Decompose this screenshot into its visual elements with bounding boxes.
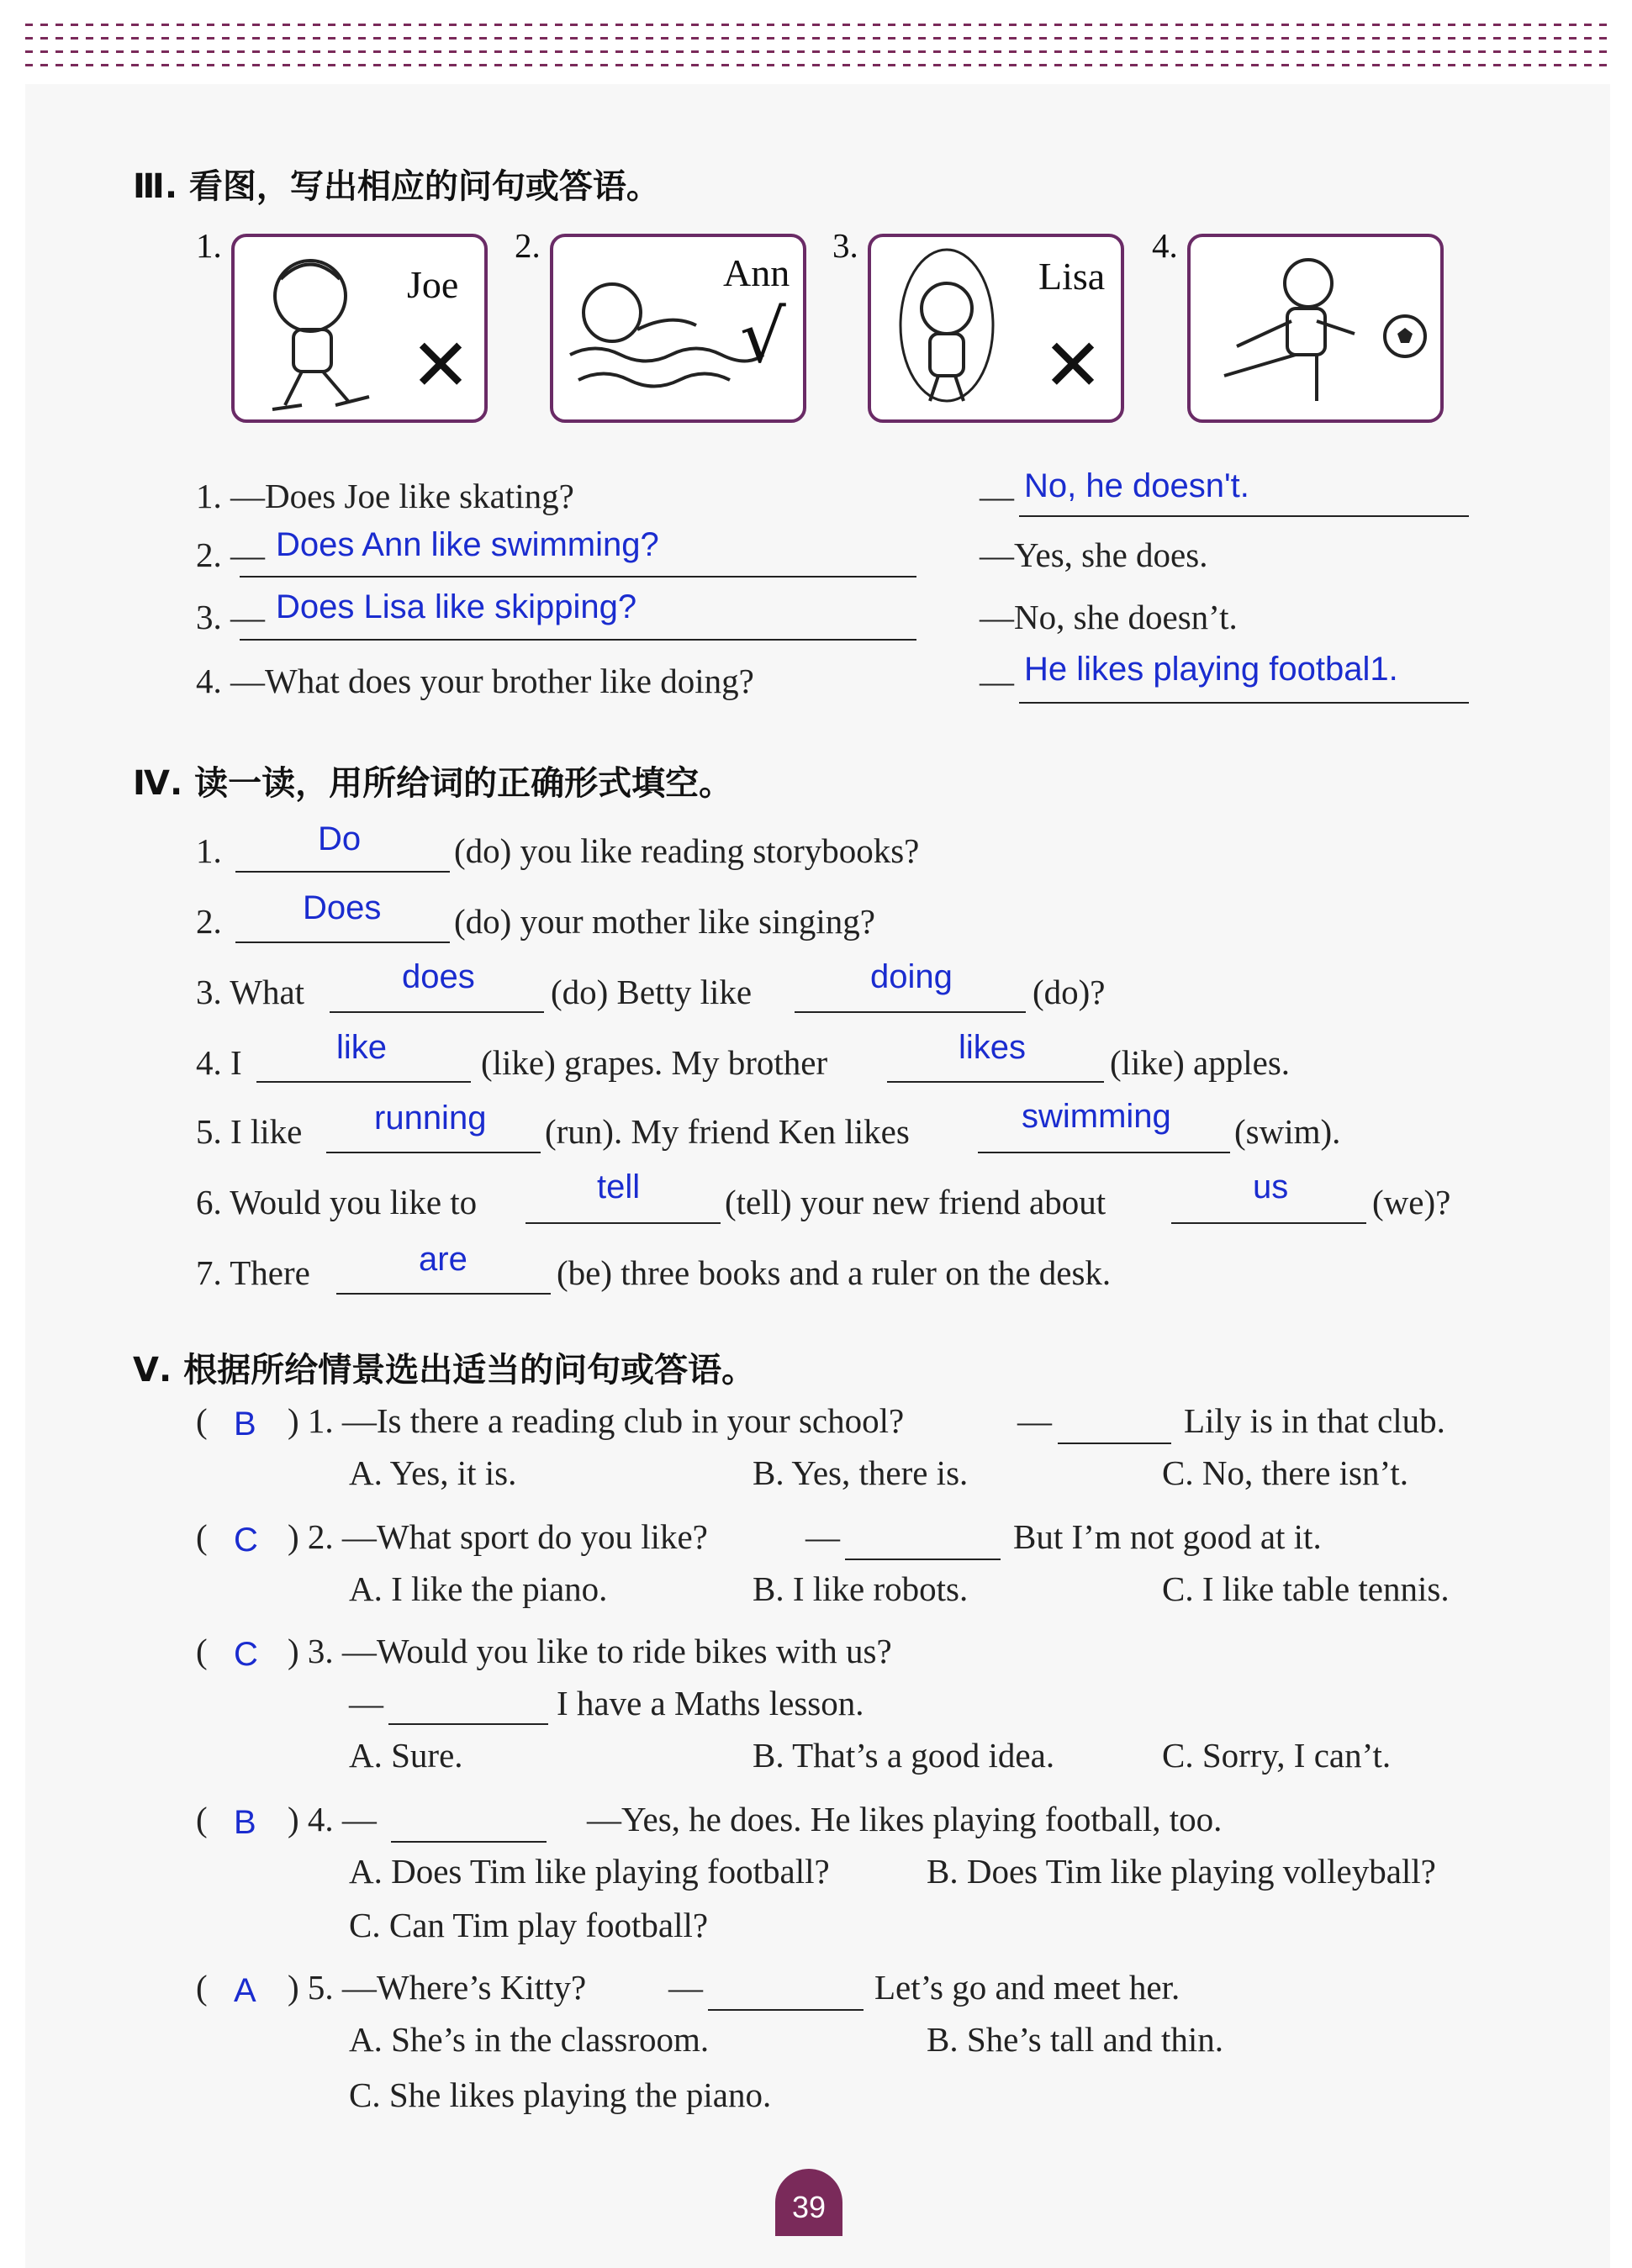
fill-item-4-start: 4. I xyxy=(196,1043,242,1082)
answer-blank xyxy=(391,1841,547,1843)
option-c: C. I like table tennis. xyxy=(1162,1569,1450,1608)
mc-question-3: ) 3. —Would you like to ride bikes with us? xyxy=(288,1632,892,1670)
chosen-answer: B xyxy=(234,1804,256,1841)
fill-item-2-number: 2. xyxy=(196,902,222,941)
answer-blank xyxy=(845,1559,1001,1560)
open-paren: ( xyxy=(196,1517,208,1556)
fill-item-7-start: 7. There xyxy=(196,1253,310,1292)
q3-row2-question: 2. — xyxy=(196,535,265,574)
option-c: C. She likes playing the piano. xyxy=(349,2075,772,2114)
picture-number: 4. xyxy=(1152,226,1178,265)
section-4-heading: Ⅳ. 读一读，用所给词的正确形式填空。 xyxy=(133,764,733,803)
q3-row2-reply: —Yes, she does. xyxy=(980,535,1208,574)
option-b: B. Does Tim like playing volleyball? xyxy=(927,1852,1436,1891)
option-c: C. No, there isn’t. xyxy=(1162,1453,1409,1492)
mc-question-5: ) 5. —Where’s Kitty? xyxy=(288,1968,587,2007)
answer-blank xyxy=(240,576,916,578)
fill-item-4-mid: (like) grapes. My brother xyxy=(481,1043,828,1082)
handwritten-answer: are xyxy=(419,1241,467,1278)
option-b: B. She’s tall and thin. xyxy=(927,2020,1224,2059)
cross-icon: ✕ xyxy=(1043,324,1104,408)
football-boy-illustration xyxy=(1191,237,1440,419)
mc-question-2-tail: But I’m not good at it. xyxy=(1013,1517,1322,1556)
picture-number: 2. xyxy=(515,226,541,265)
fill-item-5-mid: (run). My friend Ken likes xyxy=(545,1112,910,1151)
handwritten-answer: swimming xyxy=(1022,1098,1171,1135)
fill-item-4-end: (like) apples. xyxy=(1110,1043,1291,1082)
chosen-answer: B xyxy=(234,1406,256,1443)
fill-item-7-end: (be) three books and a ruler on the desk. xyxy=(557,1253,1112,1292)
fill-item-6-start: 6. Would you like to xyxy=(196,1183,478,1221)
mc-question-1-tail: Lily is in that club. xyxy=(1184,1401,1445,1440)
open-paren: ( xyxy=(196,1968,208,2007)
option-a: A. Yes, it is. xyxy=(349,1453,517,1492)
mc-question-2: ) 2. —What sport do you like? xyxy=(288,1517,708,1556)
answer-blank xyxy=(330,1011,544,1013)
option-a: A. She’s in the classroom. xyxy=(349,2020,710,2059)
answer-blank xyxy=(978,1152,1230,1153)
page-number: 39 xyxy=(775,2169,842,2236)
handwritten-answer: doing xyxy=(870,958,953,995)
mc-question-1: ) 1. —Is there a reading club in your school? xyxy=(288,1401,905,1440)
check-icon: √ xyxy=(740,295,786,379)
option-c: C. Sorry, I can’t. xyxy=(1162,1736,1392,1775)
mc-dash: — xyxy=(805,1517,840,1556)
picture-number: 1. xyxy=(196,226,222,265)
answer-blank xyxy=(235,871,450,873)
picture-name-lisa: Lisa xyxy=(1038,255,1106,298)
fill-item-6-end: (we)? xyxy=(1372,1183,1451,1221)
answer-blank xyxy=(887,1081,1104,1083)
option-b: B. I like robots. xyxy=(753,1569,969,1608)
q3-row1-dash: — xyxy=(980,477,1014,515)
open-paren: ( xyxy=(196,1800,208,1838)
section-5-heading: Ⅴ. 根据所给情景选出适当的问句或答语。 xyxy=(133,1351,756,1390)
mc-dash: — xyxy=(349,1684,383,1722)
handwritten-answer: us xyxy=(1253,1168,1289,1205)
fill-item-1-number: 1. xyxy=(196,831,222,870)
mc-question-4-tail: —Yes, he does. He likes playing football, too. xyxy=(587,1800,1223,1838)
picture-name-ann: Ann xyxy=(723,251,790,294)
fill-item-6-mid: (tell) your new friend about xyxy=(725,1183,1106,1221)
fill-item-3-start: 3. What xyxy=(196,973,305,1011)
answer-blank xyxy=(256,1081,471,1083)
q3-row4-question: 4. —What does your brother like doing? xyxy=(196,662,754,700)
handwritten-answer: Do xyxy=(318,820,362,857)
option-b: B. Yes, there is. xyxy=(753,1453,969,1492)
fill-item-5-start: 5. I like xyxy=(196,1112,303,1151)
open-paren: ( xyxy=(196,1401,208,1440)
cross-icon: ✕ xyxy=(410,324,472,408)
handwritten-answer: Does xyxy=(303,889,382,926)
answer-blank xyxy=(708,2009,864,2011)
chosen-answer: A xyxy=(234,1972,256,2009)
answer-blank xyxy=(388,1723,548,1725)
option-a: A. Sure. xyxy=(349,1736,463,1775)
chosen-answer: C xyxy=(234,1522,258,1559)
fill-item-5-end: (swim). xyxy=(1234,1112,1341,1151)
chosen-answer: C xyxy=(234,1636,258,1673)
handwritten-answer: No, he doesn't. xyxy=(1024,467,1249,504)
answer-blank xyxy=(1019,515,1469,517)
fill-item-3-end: (do)? xyxy=(1033,973,1106,1011)
picture-name-joe: Joe xyxy=(407,263,459,306)
picture-number: 3. xyxy=(832,226,858,265)
mc-question-5-tail: Let’s go and meet her. xyxy=(874,1968,1180,2007)
handwritten-answer: He likes playing footbal1. xyxy=(1024,651,1398,688)
q3-row1-question: 1. —Does Joe like skating? xyxy=(196,477,574,515)
fill-item-2-text: (do) your mother like singing? xyxy=(454,902,876,941)
handwritten-answer: Does Lisa like skipping? xyxy=(276,588,637,625)
decorative-top-border xyxy=(25,24,1610,72)
handwritten-answer: tell xyxy=(597,1168,641,1205)
answer-blank xyxy=(1058,1443,1171,1444)
option-b: B. That’s a good idea. xyxy=(753,1736,1055,1775)
answer-blank xyxy=(240,639,916,641)
answer-blank xyxy=(526,1222,721,1224)
handwritten-answer: does xyxy=(402,958,475,995)
answer-blank xyxy=(795,1011,1026,1013)
option-a: A. I like the piano. xyxy=(349,1569,608,1608)
answer-blank xyxy=(326,1152,541,1153)
handwritten-answer: like xyxy=(336,1029,388,1066)
option-a: A. Does Tim like playing football? xyxy=(349,1852,830,1891)
mc-dash: — xyxy=(1017,1401,1052,1440)
answer-blank xyxy=(336,1293,551,1295)
answer-blank xyxy=(1019,702,1469,704)
q3-row4-dash: — xyxy=(980,662,1014,700)
handwritten-answer: Does Ann like swimming? xyxy=(276,526,659,563)
answer-blank xyxy=(235,941,450,943)
fill-item-3-mid: (do) Betty like xyxy=(551,973,753,1011)
option-c: C. Can Tim play football? xyxy=(349,1906,709,1944)
mc-dash: — xyxy=(668,1968,703,2007)
mc-question-4: ) 4. — xyxy=(288,1800,377,1838)
handwritten-answer: likes xyxy=(959,1029,1027,1066)
mc-question-3-tail: I have a Maths lesson. xyxy=(557,1684,864,1722)
q3-row3-reply: —No, she doesn’t. xyxy=(980,598,1238,636)
section-3-heading: Ⅲ. 看图，写出相应的问句或答语。 xyxy=(133,167,660,206)
picture-boy-football xyxy=(1187,234,1444,423)
handwritten-answer: running xyxy=(374,1100,487,1137)
open-paren: ( xyxy=(196,1632,208,1670)
answer-blank xyxy=(1171,1222,1366,1224)
q3-row3-question: 3. — xyxy=(196,598,265,636)
fill-item-1-text: (do) you like reading storybooks? xyxy=(454,831,920,870)
